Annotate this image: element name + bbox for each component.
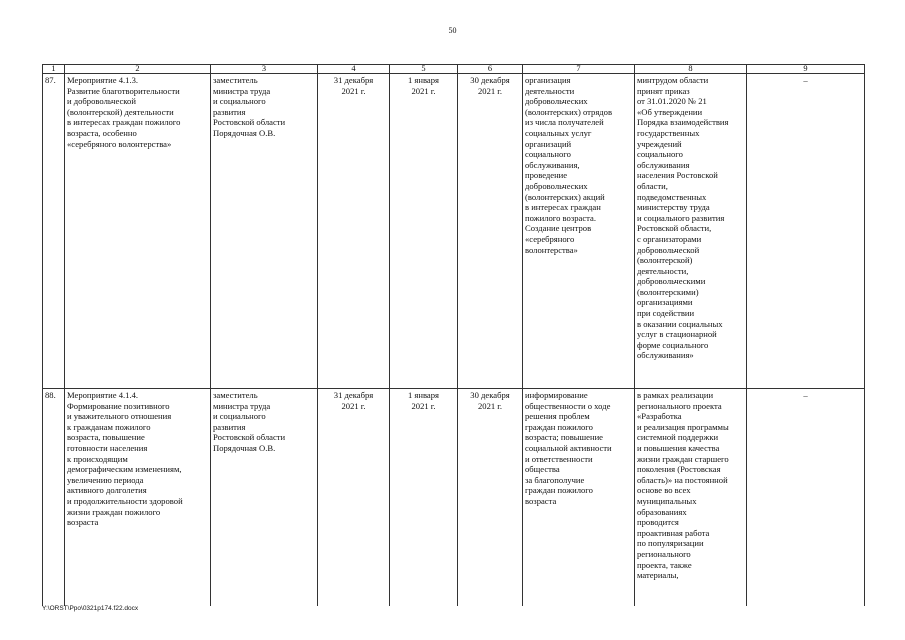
table-row	[43, 74, 865, 389]
page-number: 50	[448, 26, 457, 35]
status-cell: минтрудом области принят приказ от 31.01.2020 № 21 «Об утверждении Порядка взаимодействия государственных учреждений социального обслуживания населения Ростовской области, подведомственных министерству труда и социального развития Ростовской области, с организаторами добровольческой (волонтерской) деятельности, добровольческими (волонтерскими) организациями при содействии в оказании социальных услуг в стационарной форме социального обслуживания»	[635, 74, 747, 389]
row-number: 87.	[43, 74, 65, 389]
responsible-cell: заместитель министра труда и социального развития Ростовской области Порядочная О.В.	[211, 389, 318, 607]
column-header: 9	[747, 65, 865, 74]
responsible-cell: заместитель министра труда и социального развития Ростовской области Порядочная О.В.	[211, 74, 318, 389]
column-header: 4	[318, 65, 390, 74]
column-header: 1	[43, 65, 65, 74]
deadline-cell: 1 января 2021 г.	[390, 74, 458, 389]
table-row	[43, 389, 865, 607]
column-header: 5	[390, 65, 458, 74]
start-date-cell: 31 декабря 2021 г.	[318, 389, 390, 607]
plan-table	[42, 64, 865, 606]
footer-file-path: Y:\ORST\Ppo\0321p174.f22.docx	[42, 605, 139, 612]
end-date-cell: 30 декабря 2021 г.	[458, 74, 523, 389]
table-header-row	[43, 65, 865, 74]
start-date-cell: 31 декабря 2021 г.	[318, 74, 390, 389]
column-header: 8	[635, 65, 747, 74]
deadline-cell: 1 января 2021 г.	[390, 389, 458, 607]
status-cell: в рамках реализации регионального проекта «Разработка и реализация программы системной поддержки и повышения качества жизни граждан старшего поколения (Ростовская область)» на постоянной основе во всех муниципальных образованиях проводится проактивная работа по популяризации регионального проекта, также материалы,	[635, 389, 747, 607]
row-number: 88.	[43, 389, 65, 607]
note-cell: –	[747, 74, 865, 389]
end-date-cell: 30 декабря 2021 г.	[458, 389, 523, 607]
column-header: 7	[523, 65, 635, 74]
column-header: 2	[65, 65, 211, 74]
column-header: 6	[458, 65, 523, 74]
column-header: 3	[211, 65, 318, 74]
event-cell: Мероприятие 4.1.3. Развитие благотворительности и добровольческой (волонтерской) деятельности в интересах граждан пожилого возраста, особенно «серебряного волонтерства»	[65, 74, 211, 389]
result-cell: организация деятельности добровольческих (волонтерских) отрядов из числа получателей социальных услуг организаций социального обслуживания, проведение добровольческих (волонтерских) акций в интересах граждан пожилого возраста. Создание центров «серебряного волонтерства»	[523, 74, 635, 389]
event-cell: Мероприятие 4.1.4. Формирование позитивного и уважительного отношения к гражданам пожилого возраста, повышение готовности населения к происходящим демографическим изменениям, увеличению периода активного долголетия и продолжительности здоровой жизни граждан пожилого возраста	[65, 389, 211, 607]
note-cell: –	[747, 389, 865, 607]
result-cell: информирование общественности о ходе решения проблем граждан пожилого возраста; повышение социальной активности и ответственности общества за благополучие граждан пожилого возраста	[523, 389, 635, 607]
